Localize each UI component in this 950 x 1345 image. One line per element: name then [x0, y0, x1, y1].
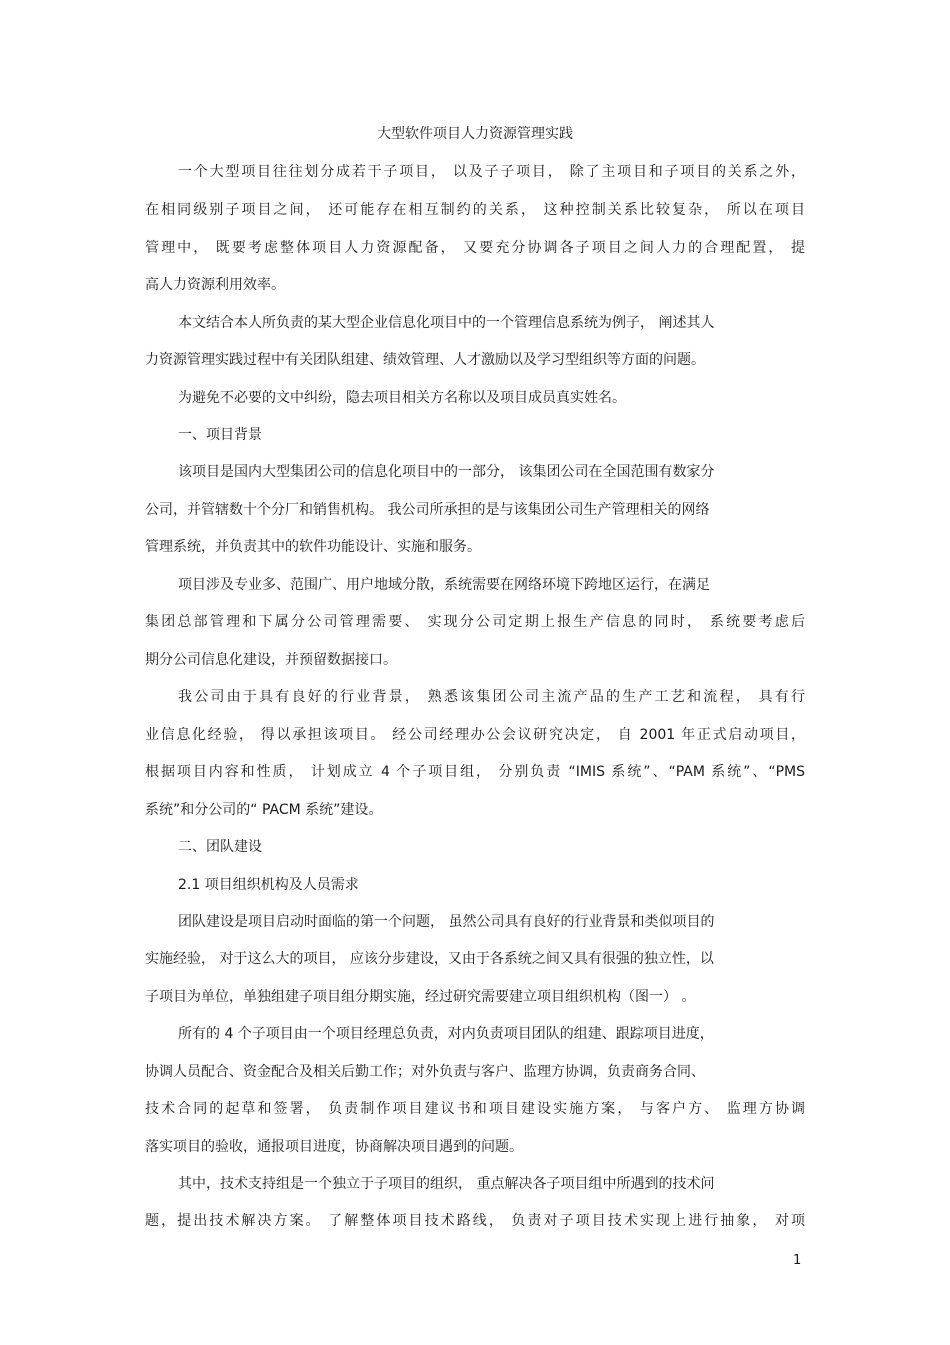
text-line: 子项目为单位，单独组建子项目组分期实施，经过研究需要建立项目组织机构（图一） 。 [145, 989, 696, 1005]
text-line: 为避免不必要的文中纠纷，隐去项目相关方名称以及项目成员真实姓名。 [178, 390, 626, 406]
text-line: 本文结合本人所负责的某大型企业信息化项目中的一个管理信息系统为例子， 阐述其人 [178, 315, 715, 331]
document-title: 大型软件项目人力资源管理实践 [377, 126, 573, 142]
text-line: 管理系统，并负责其中的软件功能设计、实施和服务。 [145, 539, 481, 555]
text-line: 项目涉及专业多、范围广、用户地域分散，系统需要在网络环境下跨地区运行，在满足 [178, 577, 710, 593]
text-line: 业信息化经验， 得以承担该项目。 经公司经理办公会议研究决定， 自 2001 年正式启动项目， [145, 727, 805, 743]
text-line: 力资源管理实践过程中有关团队组建、绩效管理、人才激励以及学习型组织等方面的问题。 [145, 352, 705, 368]
text-line: 落实项目的验收，通报项目进度，协商解决项目遇到的问题。 [145, 1139, 523, 1155]
text-line: 高人力资源利用效率。 [145, 277, 285, 293]
text-line: 系统”和分公司的“ PACM 系统”建设。 [145, 802, 383, 818]
text-line: 在相同级别子项目之间， 还可能存在相互制约的关系， 这种控制关系比较复杂， 所以在项目 [145, 202, 805, 218]
text-line: 集团总部管理和下属分公司管理需要、 实现分公司定期上报生产信息的同时， 系统要考虑后 [145, 614, 805, 630]
text-line: 实施经验， 对于这么大的项目， 应该分步建设，又由于各系统之间又具有很强的独立性，以 [145, 951, 714, 967]
page-number: 1 [793, 1253, 802, 1268]
text-line: 技术合同的起草和签署， 负责制作项目建议书和项目建设实施方案， 与客户方、 监理方协调 [145, 1101, 805, 1117]
text-line: 根据项目内容和性质， 计划成立 4 个子项目组， 分别负责 “IMIS 系统”、“PAM 系统”、“PMS [145, 764, 805, 780]
text-line: 期分公司信息化建设，并预留数据接口。 [145, 652, 397, 668]
text-line: 一个大型项目往往划分成若干子项目， 以及子子项目， 除了主项目和子项目的关系之外， [178, 164, 805, 180]
section-heading: 一、项目背景 [178, 427, 262, 443]
text-line: 我公司由于具有良好的行业背景， 熟悉该集团公司主流产品的生产工艺和流程， 具有行 [178, 689, 805, 705]
subsection-heading: 2.1 项目组织机构及人员需求 [178, 877, 359, 893]
text-line: 题，提出技术解决方案。 了解整体项目技术路线， 负责对子项目技术实现上进行抽象， 对项 [145, 1213, 805, 1229]
text-line: 团队建设是项目启动时面临的第一个问题， 虽然公司具有良好的行业背景和类似项目的 [178, 914, 715, 930]
text-line: 所有的 4 个子项目由一个项目经理总负责，对内负责项目团队的组建、跟踪项目进度， [178, 1026, 714, 1042]
text-line: 协调人员配合、资金配合及相关后勤工作；对外负责与客户、监理方协调，负责商务合同、 [145, 1064, 705, 1080]
text-line: 该项目是国内大型集团公司的信息化项目中的一部分， 该集团公司在全国范围有数家分 [178, 464, 715, 480]
text-line: 公司，并管辖数十个分厂和销售机构。 我公司所承担的是与该集团公司生产管理相关的网络 [145, 502, 710, 518]
section-heading: 二、团队建设 [178, 839, 262, 855]
text-line: 其中，技术支持组是一个独立于子项目的组织， 重点解决各子项目组中所遇到的技术问 [178, 1176, 715, 1192]
text-line: 管理中， 既要考虑整体项目人力资源配备， 又要充分协调各子项目之间人力的合理配置， 提 [145, 240, 805, 256]
